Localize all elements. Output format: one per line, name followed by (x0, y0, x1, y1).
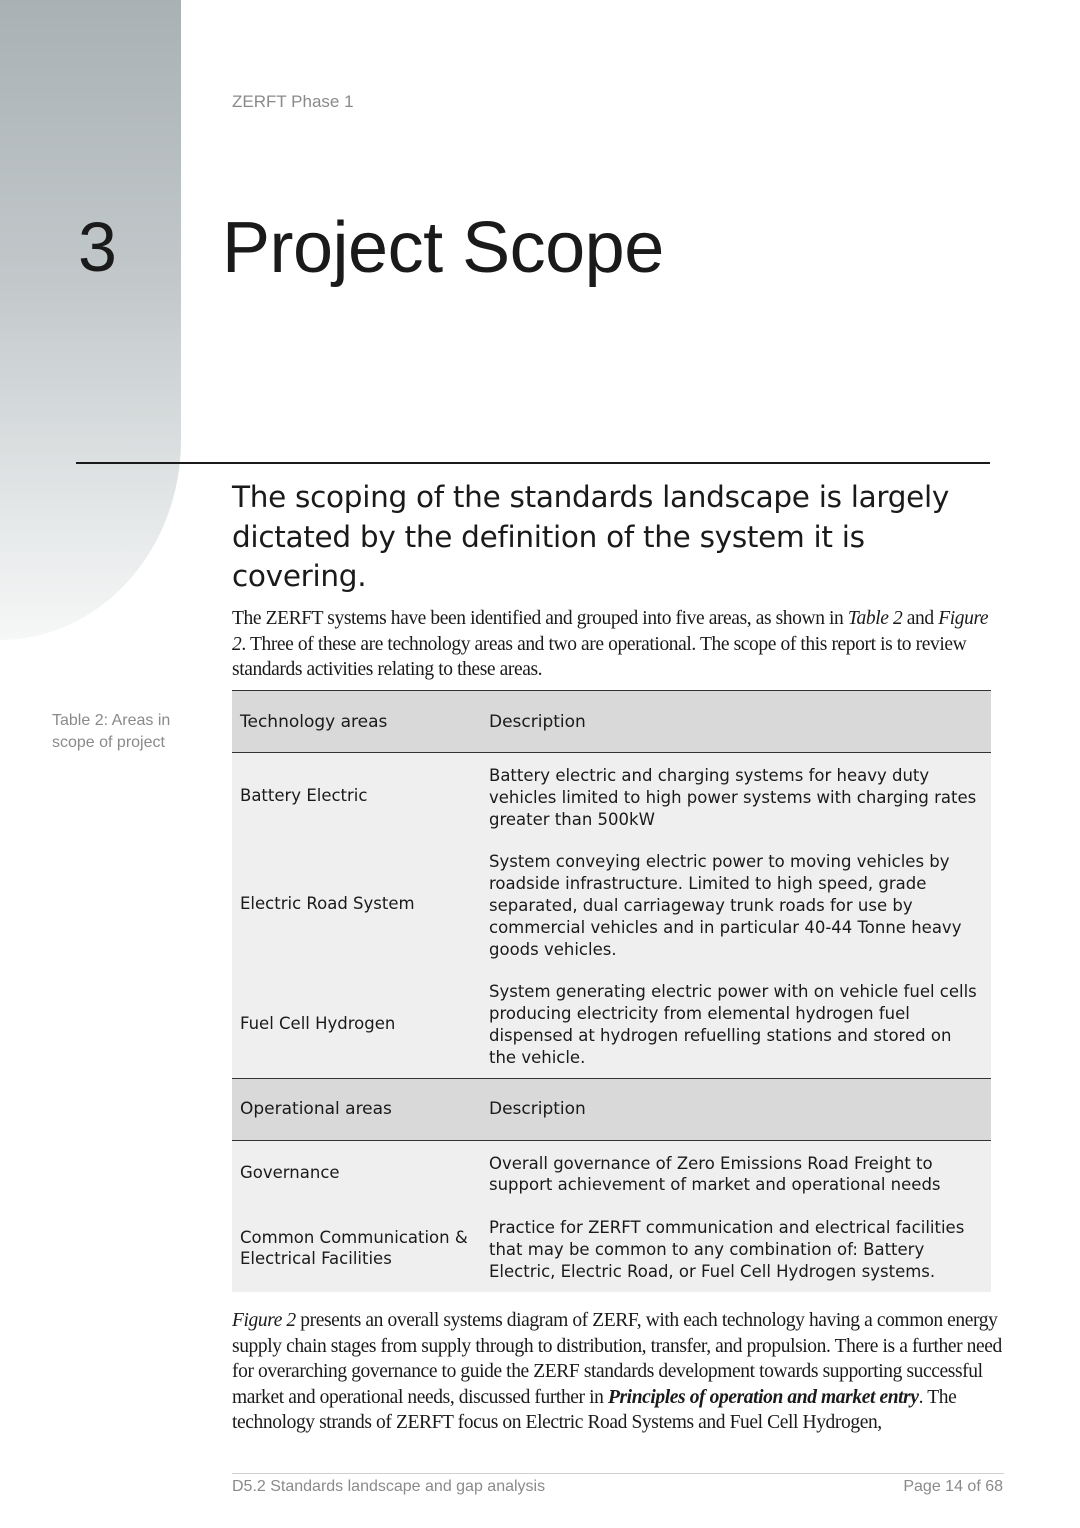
table-row (232, 1140, 991, 1205)
table-row (232, 969, 991, 1078)
areas-table (232, 690, 991, 1292)
operational-areas-header: Operational areas (232, 1078, 481, 1140)
paragraph-text: . The technology strands of ZERFT focus on Electric Road Systems and Fuel Cell Hydrogen, (232, 1386, 957, 1433)
table-row (232, 839, 991, 969)
intro-text: . Three of these are technology areas and two are operational. The scope of this report is to review standards activities relating to these areas. (232, 633, 967, 680)
footer-divider (232, 1473, 1004, 1474)
page-number: Page 14 of 68 (903, 1478, 1003, 1495)
lede-statement: The scoping of the standards landscape is largely dictated by the definition of the system it is covering. (232, 480, 950, 593)
section-divider (76, 462, 990, 464)
chapter-title: Project Scope (222, 208, 664, 288)
description-cell: Overall governance of Zero Emissions Road Freight to support achievement of market and operational needs (481, 1140, 991, 1205)
description-cell: Battery electric and charging systems for heavy duty vehicles limited to high power systems with charging rates greater than 500kW (481, 753, 991, 840)
table-header-row (232, 1078, 991, 1140)
area-cell: Governance (232, 1140, 481, 1205)
figure-reference[interactable]: Figure 2 (232, 1310, 296, 1331)
area-cell: Battery Electric (232, 753, 481, 840)
running-header: ZERFT Phase 1 (232, 92, 354, 111)
area-cell: Fuel Cell Hydrogen (232, 969, 481, 1078)
table-header-row (232, 691, 991, 753)
description-header: Description (481, 1078, 991, 1140)
table-row (232, 1205, 991, 1291)
description-header: Description (481, 691, 991, 753)
section-link[interactable]: Principles of operation and market entry (607, 1386, 919, 1408)
description-cell: System conveying electric power to moving vehicles by roadside infrastructure. Limited to high speed, grade separated, dual carriageway trunk roads for use by commercial vehicles and in particular 40-44 Tonne heavy goods vehicles. (481, 839, 991, 969)
table-reference[interactable]: Table 2 (847, 608, 903, 629)
table-caption: Table 2: Areas in scope of project (52, 712, 171, 751)
figure-reference[interactable]: Figure 2 (232, 608, 989, 655)
decorative-side-band (0, 0, 181, 640)
intro-text: The ZERFT systems have been identified and grouped into five areas, as shown in (232, 608, 848, 629)
intro-paragraph (232, 606, 1002, 683)
description-cell: System generating electric power with on vehicle fuel cells producing electricity from elemental hydrogen fuel dispensed at hydrogen refuelling stations and stored on the vehicle. (481, 969, 991, 1078)
footer-document-title: D5.2 Standards landscape and gap analysis (232, 1478, 546, 1495)
paragraph-text: presents an overall systems diagram of ZERF, with each technology having a common energy supply chain stages from supply through to distribution, transfer, and propulsion. There is a further need for overarching governance to guide the ZERF standards development towards supporting successful market and operational needs, discussed further in (232, 1310, 1002, 1408)
area-cell: Common Communication & Electrical Facilities (232, 1205, 481, 1291)
description-cell: Practice for ZERFT communication and electrical facilities that may be common to any combination of: Battery Electric, Electric Road, or Fuel Cell Hydrogen systems. (481, 1205, 991, 1291)
intro-text: and (902, 608, 939, 629)
chapter-number: 3 (78, 208, 117, 286)
figure-paragraph (232, 1308, 1002, 1436)
area-cell: Electric Road System (232, 839, 481, 969)
technology-areas-header: Technology areas (232, 691, 481, 753)
table-row (232, 753, 991, 840)
